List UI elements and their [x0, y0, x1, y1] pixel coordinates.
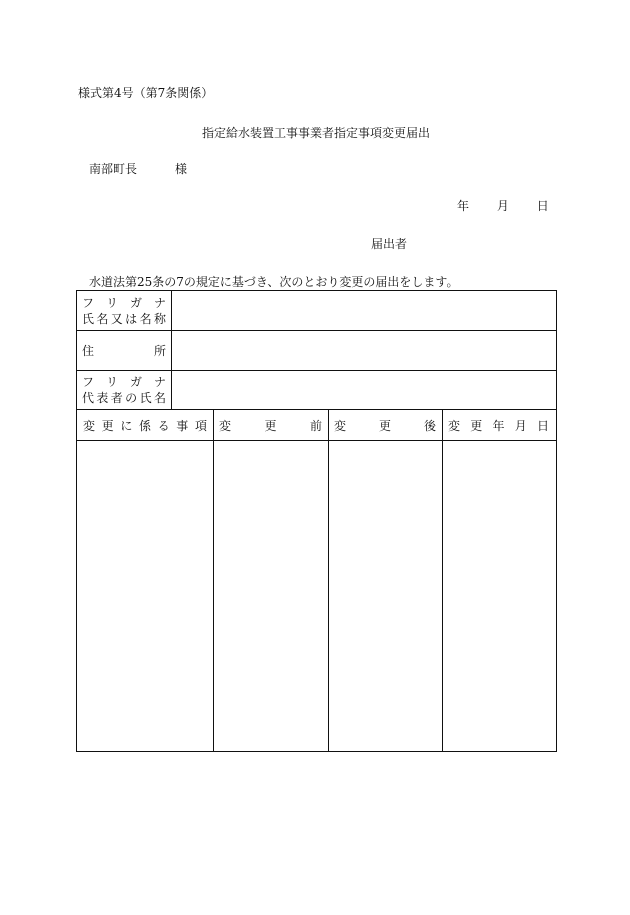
char: 名 [96, 311, 109, 326]
label-rep-name-text [82, 390, 166, 406]
char: 変 [219, 418, 232, 433]
form-number: 様式第4号（第7条関係） [78, 86, 214, 100]
char: 者 [110, 391, 123, 405]
label-furigana [82, 295, 166, 311]
header-divider [77, 440, 556, 441]
row-address [77, 331, 556, 371]
label-address [77, 331, 172, 370]
char: 更 [101, 418, 114, 433]
char: フ [82, 295, 95, 310]
recipient [89, 160, 187, 177]
label-address-text [82, 343, 166, 359]
applicant-table [76, 290, 557, 410]
char: は [125, 311, 138, 326]
date-line [457, 197, 549, 214]
char: 更 [470, 418, 483, 433]
row-representative [77, 371, 556, 409]
char: 名 [153, 391, 166, 405]
char: 名 [139, 311, 152, 326]
header-change-item [77, 410, 213, 440]
char: リ [105, 375, 118, 389]
char: ガ [129, 375, 142, 389]
char: フ [82, 375, 95, 389]
char: 年 [492, 418, 505, 433]
char: 月 [514, 418, 527, 433]
char: 表 [96, 391, 109, 405]
char: 後 [423, 418, 436, 433]
header-after [328, 410, 442, 440]
char: 更 [264, 418, 277, 433]
label-rep-furigana [82, 374, 166, 390]
column-divider [213, 410, 214, 751]
char: 前 [309, 418, 322, 433]
char: 又 [110, 311, 123, 326]
header-change-date [442, 410, 555, 440]
statement: 水道法第25条の7の規定に基づき、次のとおり変更の届出をします。 [89, 275, 459, 289]
char: 更 [378, 418, 391, 433]
char: 住 [82, 343, 95, 358]
char: ガ [129, 295, 142, 310]
char: 変 [448, 418, 461, 433]
char: 日 [536, 418, 549, 433]
char: 項 [194, 418, 207, 433]
char: 氏 [139, 391, 152, 405]
date-day-label: 日 [536, 199, 549, 213]
change-table [76, 410, 557, 752]
char: 所 [153, 343, 166, 358]
char: 係 [138, 418, 151, 433]
row-name [77, 291, 556, 331]
char: ナ [153, 375, 166, 389]
document-title: 指定給水装置工事事業者指定事項変更届出 [202, 126, 431, 140]
char: 変 [83, 418, 96, 433]
date-year-label: 年 [457, 199, 470, 213]
column-divider [442, 410, 443, 751]
char: 氏 [82, 311, 95, 326]
char: ナ [153, 295, 166, 310]
char: の [125, 391, 138, 405]
label-name [77, 291, 172, 330]
char: 称 [153, 311, 166, 326]
char: る [157, 418, 170, 433]
label-name-text [82, 311, 166, 327]
column-divider [328, 410, 329, 751]
recipient-name: 南部町長 [89, 162, 138, 176]
char: 変 [334, 418, 347, 433]
char: 事 [176, 418, 189, 433]
label-representative [77, 371, 172, 409]
char: に [120, 418, 133, 433]
char: 代 [82, 391, 95, 405]
header-before [213, 410, 328, 440]
applicant-label: 届出者 [371, 237, 408, 251]
date-month-label: 月 [496, 199, 509, 213]
char: リ [105, 295, 118, 310]
recipient-honorific: 様 [175, 162, 188, 176]
